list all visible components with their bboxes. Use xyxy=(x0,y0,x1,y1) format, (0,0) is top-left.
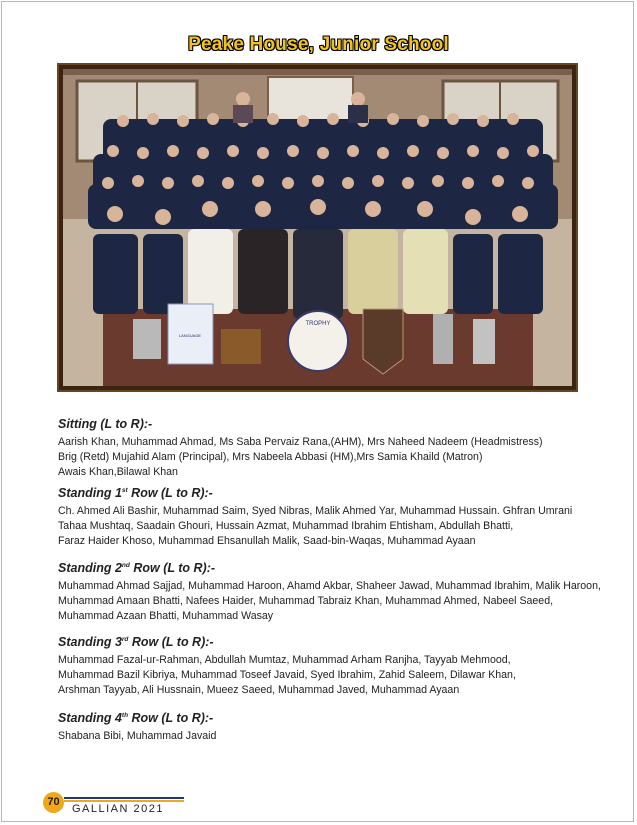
section-heading: Standing 2nd Row (L to R):- xyxy=(58,561,216,576)
names-line: Muhammad Ahmad Sajjad, Muhammad Haroon, Ahamd Akbar, Shaheer Jawad, Muhammad Ibrahim, Malik Haroon, xyxy=(58,579,601,592)
footer-rule-orange xyxy=(64,800,184,802)
section-heading: Sitting (L to R):- xyxy=(58,417,153,432)
names-line: Arshman Tayyab, Ali Hussnain, Mueez Saeed, Muhammad Javed, Muhammad Ayaan xyxy=(58,684,460,697)
section-heading: Standing 3rd Row (L to R):- xyxy=(58,635,214,650)
group-photo-illustration xyxy=(63,69,572,386)
trophy-plaque-text: TROPHY xyxy=(305,321,331,327)
names-line: Aarish Khan, Muhammad Ahmad, Ms Saba Pervaiz Rana,(AHM), Mrs Naheed Nadeem (Headmistress) xyxy=(58,435,543,448)
names-line: Muhammad Fazal-ur-Rahman, Abdullah Mumtaz, Muhammad Arham Ranjha, Tayyab Mehmood, xyxy=(58,653,511,666)
names-line: Awais Khan,Bilawal Khan xyxy=(58,466,178,479)
sign-text: LANGUAGE xyxy=(178,333,202,338)
names-line: Muhammad Amaan Bhatti, Nafees Haider, Muhammad Tabraiz Khan, Muhammad Ahmed, Nabeel Saeed, xyxy=(58,594,554,607)
group-photo xyxy=(63,69,572,386)
section-standing-4 xyxy=(58,708,216,744)
names-line: Faraz Haider Khoso, Muhammad Ehsanullah Malik, Saad-bin-Waqas, Muhammad Ayaan xyxy=(58,535,476,548)
names-list xyxy=(58,435,543,481)
section-standing-3 xyxy=(58,632,516,699)
names-line: Muhammad Bazil Kibriya, Muhammad Toseef Javaid, Syed Ibrahim, Zahid Saleem, Dilawar Khan, xyxy=(58,668,516,681)
section-heading: Standing 4th Row (L to R):- xyxy=(58,711,214,726)
page-title: Peake House, Junior School xyxy=(188,34,449,55)
section-sitting xyxy=(58,414,543,481)
names-list xyxy=(58,729,216,744)
names-list xyxy=(58,653,516,699)
section-heading: Standing 1st Row (L to R):- xyxy=(58,486,213,501)
page-number-badge: 70 xyxy=(43,792,64,813)
names-list xyxy=(58,579,601,625)
names-line: Tahaa Mushtaq, Saadain Ghouri, Hussain Azmat, Muhammad Ibrahim Ehtisham, Abdullah Bhatti, xyxy=(58,519,514,532)
names-line: Shabana Bibi, Muhammad Javaid xyxy=(58,729,217,742)
footer-rule-blue xyxy=(64,797,184,799)
section-standing-1 xyxy=(58,483,572,550)
section-standing-2 xyxy=(58,558,601,625)
names-line: Muhammad Azaan Bhatti, Muhammad Wasay xyxy=(58,610,274,623)
publication-name: GALLIAN 2021 xyxy=(72,803,164,815)
names-line: Brig (Retd) Mujahid Alam (Principal), Mrs Nabeela Abbasi (HM),Mrs Samia Khaild (Matron) xyxy=(58,450,483,463)
names-line: Ch. Ahmed Ali Bashir, Muhammad Saim, Syed Nibras, Malik Ahmed Yar, Muhammad Hussain. Ghfran Umrani xyxy=(58,504,573,517)
names-list xyxy=(58,504,572,550)
group-photo-frame xyxy=(57,63,578,392)
